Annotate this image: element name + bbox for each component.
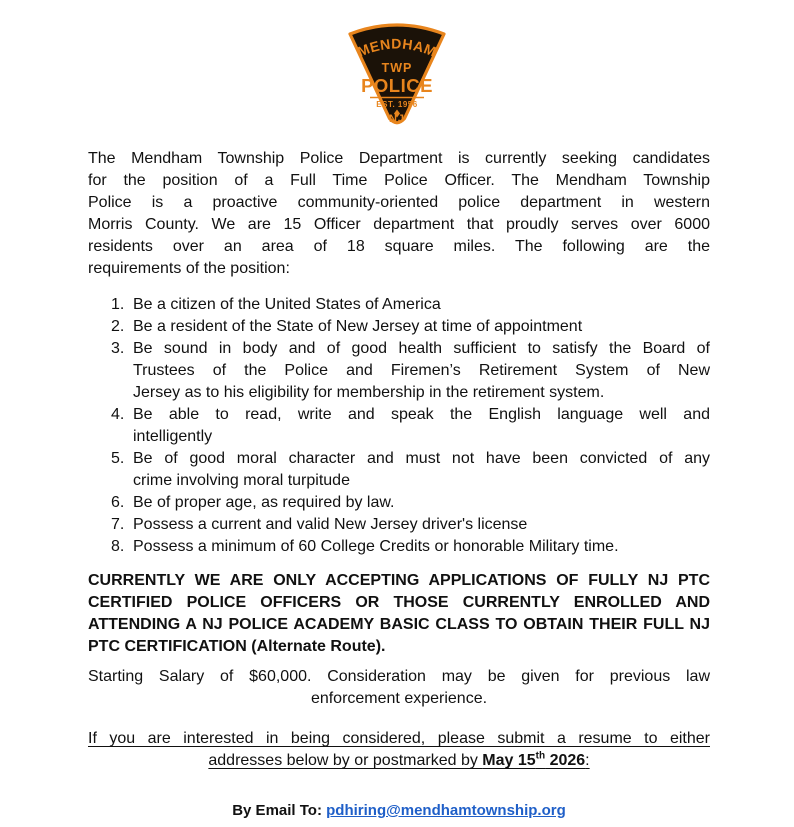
patch-text-police: POLICE	[361, 75, 433, 96]
requirement-item	[88, 316, 710, 338]
certification-notice	[88, 570, 710, 658]
requirements-list	[88, 294, 710, 558]
text-line: Starting Salary of $60,000. Consideration may be given for previous law	[88, 668, 710, 685]
requirement-item	[88, 492, 710, 514]
item-number: 7.	[111, 516, 125, 533]
text-line: Be of good moral character and must not have been convicted of any	[133, 450, 710, 467]
submit-text: addresses below by or postmarked by	[208, 752, 483, 769]
email-label: By Email To:	[232, 802, 322, 819]
item-number: 3.	[111, 340, 125, 357]
text-line: Be a resident of the State of New Jersey at time of appointment	[133, 318, 583, 335]
submit-colon: :	[585, 752, 590, 769]
text-line: The Mendham Township Police Department is currently seeking candidates	[88, 150, 710, 167]
text-line: CURRENTLY WE ARE ONLY ACCEPTING APPLICATIONS OF FULLY NJ PTC	[88, 572, 710, 589]
text-line: Be able to read, write and speak the English language well and	[133, 406, 710, 423]
text-line: Be of proper age, as required by law.	[133, 494, 395, 511]
patch-text-nj: NJ	[388, 113, 406, 125]
text-line: enforcement experience.	[310, 690, 488, 707]
text-line: Morris County. We are 15 Officer department that proudly serves over 6000	[88, 216, 710, 233]
text-line: Be sound in body and of good health sufficient to satisfy the Board of	[133, 340, 710, 357]
logo-container	[0, 0, 794, 126]
deadline-year: 2026	[545, 752, 586, 769]
item-number: 5.	[111, 450, 125, 467]
patch-text-mendham: MENDHAM	[355, 35, 439, 60]
text-line: requirements of the position:	[88, 260, 290, 277]
requirement-item	[88, 448, 710, 492]
deadline-date: May 15	[482, 752, 536, 769]
text-line: Be a citizen of the United States of America	[133, 296, 441, 313]
patch-text-twp: TWP	[381, 61, 413, 75]
email-contact-line	[88, 800, 710, 822]
email-link[interactable]: pdhiring@mendhamtownship.org	[326, 802, 566, 819]
document-body	[88, 148, 710, 822]
requirement-item	[88, 514, 710, 536]
text-line: Jersey as to his eligibility for membership in the retirement system.	[133, 384, 605, 401]
text-line: PTC CERTIFICATION (Alternate Route).	[88, 638, 386, 655]
item-number: 6.	[111, 494, 125, 511]
salary-paragraph	[88, 666, 710, 710]
item-number: 8.	[111, 538, 125, 555]
submission-instructions	[88, 728, 710, 772]
text-line: crime involving moral turpitude	[133, 472, 350, 489]
item-number: 4.	[111, 406, 125, 423]
text-line: intelligently	[133, 428, 213, 445]
police-patch-icon	[341, 12, 453, 126]
text-line: residents over an area of 18 square miles. The following are the	[88, 238, 710, 255]
deadline-ordinal: th	[535, 750, 546, 762]
requirement-item	[88, 338, 710, 404]
text-line: ATTENDING A NJ POLICE ACADEMY BASIC CLASS TO OBTAIN THEIR FULL NJ	[88, 616, 710, 633]
text-line: If you are interested in being considered, please submit a resume to either	[88, 730, 710, 747]
text-line: Trustees of the Police and Firemen’s Retirement System of New	[133, 362, 710, 379]
text-line: Police is a proactive community-oriented police department in western	[88, 194, 710, 211]
patch-text-est: EST. 1956	[376, 100, 418, 109]
text-line: Possess a current and valid New Jersey driver's license	[133, 516, 528, 533]
text-line: CERTIFIED POLICE OFFICERS OR THOSE CURRENTLY ENROLLED AND	[88, 594, 710, 611]
intro-paragraph	[88, 148, 710, 280]
requirement-item	[88, 404, 710, 448]
requirement-item	[88, 536, 710, 558]
requirement-item	[88, 294, 710, 316]
item-number: 1.	[111, 296, 125, 313]
text-line	[88, 750, 710, 772]
text-line: Possess a minimum of 60 College Credits or honorable Military time.	[133, 538, 619, 555]
item-number: 2.	[111, 318, 125, 335]
text-line: for the position of a Full Time Police Officer. The Mendham Township	[88, 172, 710, 189]
